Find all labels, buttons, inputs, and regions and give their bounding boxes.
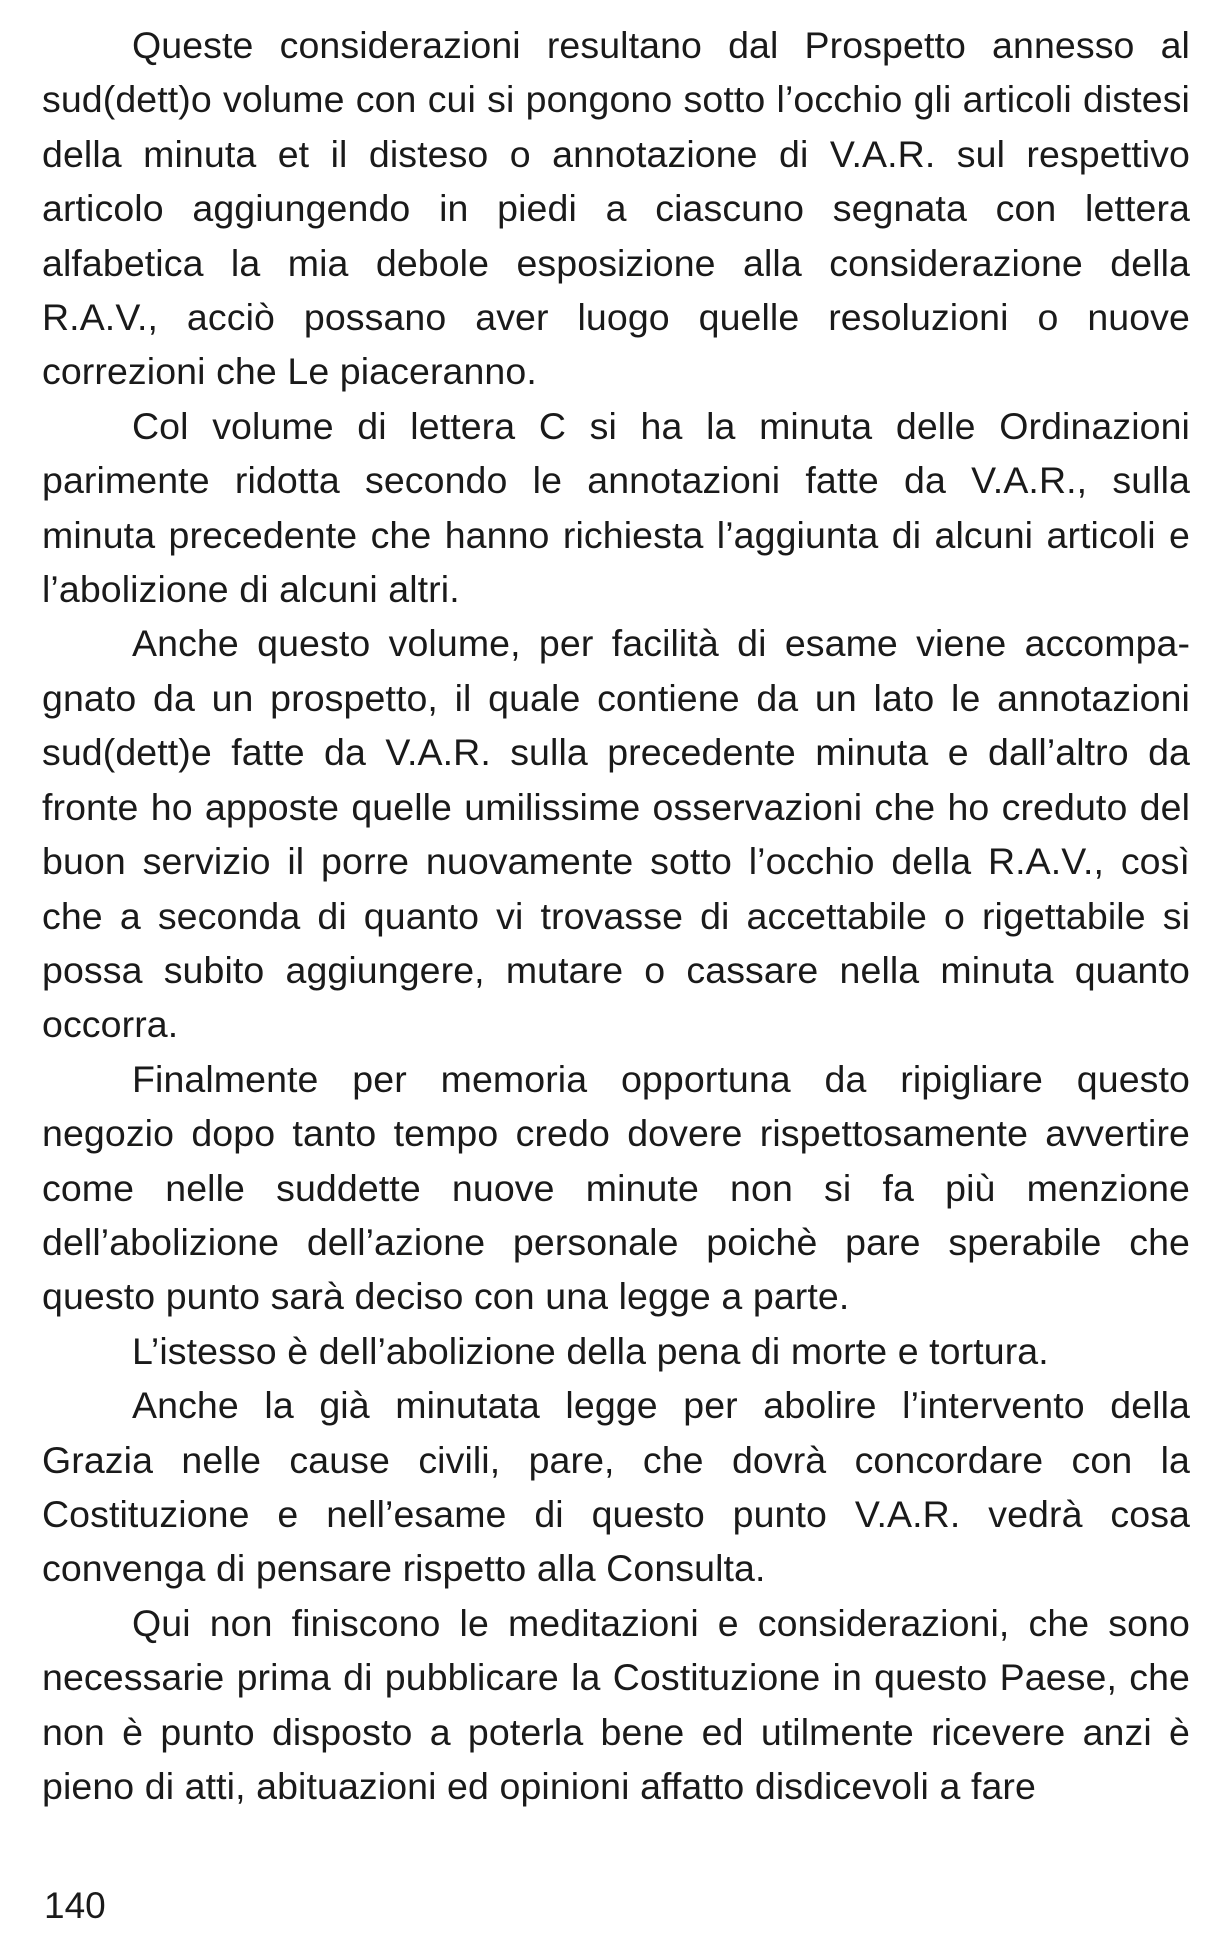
body-text [42,18,1190,1813]
paragraph-4: Finalmente per memoria opportuna da ripigliare questo negozio dopo tanto tempo credo dovere rispettosamente avvertire come nelle suddette nuove minute non si fa più menzione dell’abolizione dell’azione personale poichè pare sperabile che questo punto sarà deciso con una legge a parte. [42,1057,1190,1318]
paragraph-1: Queste considerazioni resultano dal Prospetto annesso al sud(dett)o volume con cui si pongono sotto l’occhio gli articoli distesi della minuta et il disteso o annotazione di V.A.R. sul respettivo articolo aggiungendo in piedi a ciascuno segnata con lettera alfabetica la mia debole esposizione alla considerazione della R.A.V., acciò possano aver luogo quelle resoluzioni o nuove correzioni che Le piaceranno. [42,24,1190,393]
page-number: 140 [44,1885,106,1926]
paragraph-3: Anche questo volume, per facilità di esame viene accompagnato da un prospetto, il quale contiene da un lato le annotazioni sud(dett)e fatte da V.A.R. sulla precedente minuta e dall’altro da fronte ho apposte quelle umilissime osservazioni che ho creduto del buon servizio il porre nuovamente sotto l’occhio della R.A.V., così che a seconda di quanto vi trovasse di accettabile o rigettabile si possa subito aggiungere, mutare o cassare nella minuta quanto occorra. [42,622,1190,1046]
paragraph-2: Col volume di lettera C si ha la minuta delle Ordinazioni parimente ridotta secondo le annotazioni fatte da V.A.R., sulla minuta precedente che hanno richiesta l’aggiunta di alcuni articoli e l’abolizione di alcuni altri. [42,404,1190,611]
paragraph-7: Qui non finiscono le meditazioni e considerazioni, che sono necessarie prima di pubblicare la Costituzione in questo Paese, che non è punto disposto a poterla bene ed utilmente ricevere anzi è pieno di atti, abituazioni ed opinioni affatto disdicevoli a fare [42,1601,1190,1807]
paragraph-6: Anche la già minutata legge per abolire l’intervento della Grazia nelle cause civili, pare, che dovrà concordare con la Costituzione e nell’esame di questo punto V.A.R. vedrà cosa convenga di pensare rispetto alla Consulta. [42,1384,1190,1590]
paragraph-5: L’istesso è dell’abolizione della pena di morte e tortura. [132,1329,1049,1372]
